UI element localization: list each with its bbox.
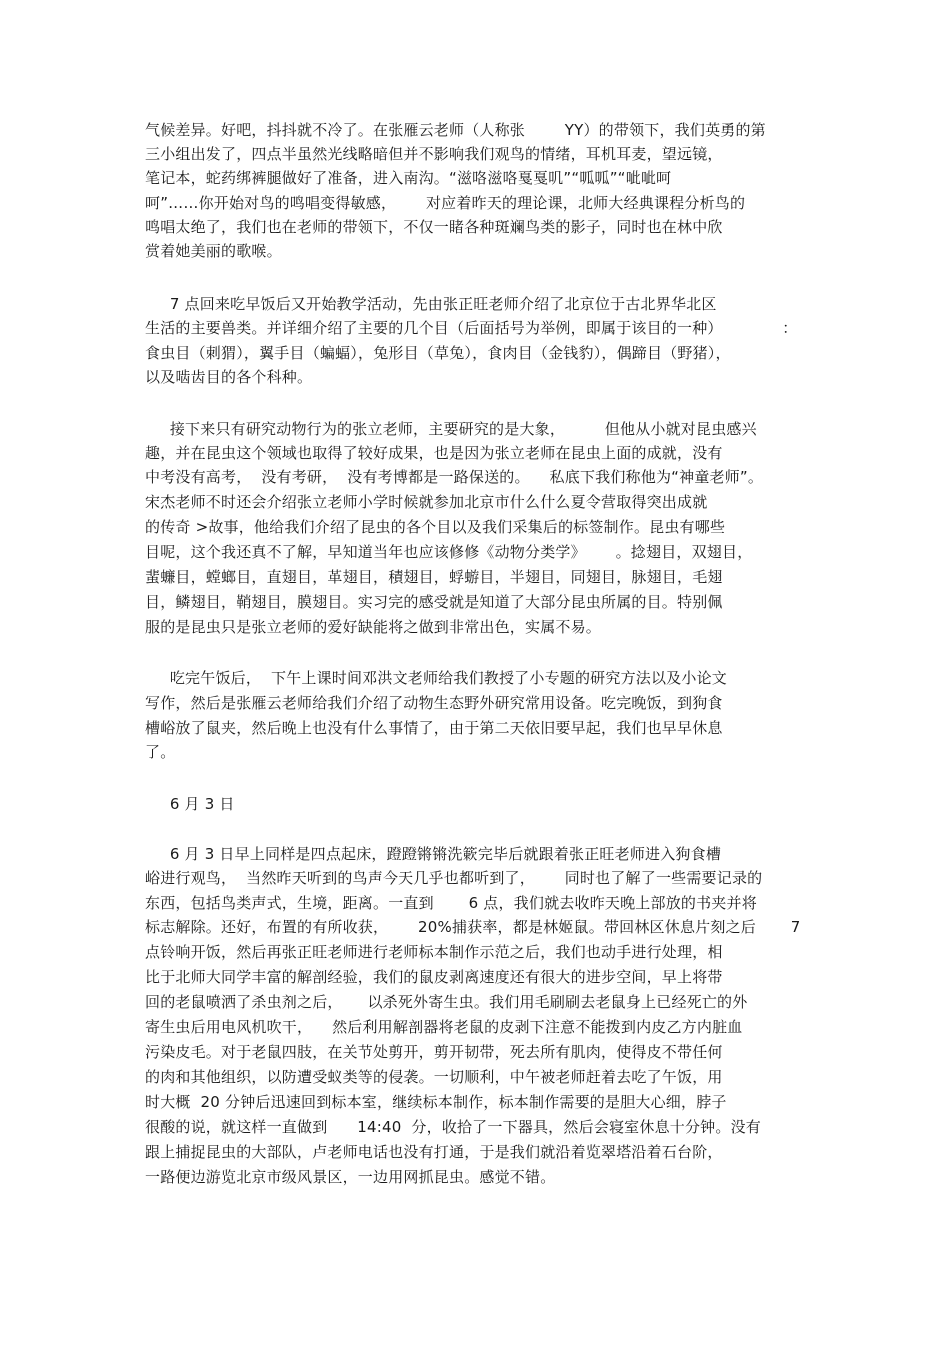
text-line: 了。 [145, 743, 176, 761]
text-line: 东西，包括鸟类声式，生境，距离。一直到 6 点，我们就去收昨天晚上部放的书夹并将 [145, 894, 757, 912]
text-line: 跟上捕捉昆虫的大部队，卢老师电话也没有打通，于是我们就沿着览翠塔沿着石台阶， [145, 1143, 723, 1161]
text-line: 赏着她美丽的歌喉。 [145, 242, 282, 260]
text-line: 的肉和其他组织，以防遭受蚁类等的侵袭。一切顺利，中午被老师赶着去吃了午饭，用 [145, 1068, 723, 1086]
text-line: 以及啮齿目的各个科种。 [145, 368, 313, 386]
text-line: 7 点回来吃早饭后又开始教学活动，先由张正旺老师介绍了北京位于古北界华北区 [145, 295, 717, 313]
text-line: 三小组出发了，四点半虽然光线略暗但并不影响我们观鸟的情绪，耳机耳麦，望远镜， [145, 145, 723, 163]
text-line: 蜚蠊目，螳螂目，直翅目，革翅目，積翅目，蜉蝣目，半翅目，同翅目，脉翅目，毛翅 [145, 568, 723, 586]
text-line: 写作，然后是张雁云老师给我们介绍了动物生态野外研究常用设备。吃完晚饭，到狗食 [145, 694, 723, 712]
text-line: 目，鳞翅目，鞘翅目，膜翅目。实习完的感受就是知道了大部分昆虫所属的目。特别佩 [145, 593, 723, 611]
text-line: 宋杰老师不时还会介绍张立老师小学时候就参加北京市什么什么夏令营取得突出成就 [145, 493, 708, 511]
text-line: 中考没有高考， 没有考研， 没有考博都是一路保送的。 私底下我们称他为“神童老师”。 [145, 468, 764, 486]
text-line: 鸣唱太绝了，我们也在老师的带领下，不仅一睹各种斑斓鸟类的影子，同时也在林中欣 [145, 218, 723, 236]
text-line: 一路便边游览北京市级风景区，一边用网抓昆虫。感觉不错。 [145, 1168, 556, 1186]
text-line: 寄生虫后用电风机吹干， 然后利用解剖器将老鼠的皮剥下注意不能拨到内皮乙方内脏血 [145, 1018, 743, 1036]
text-line: 回的老鼠喷洒了杀虫剂之后， 以杀死外寄生虫。我们用毛刷刷去老鼠身上已经死亡的外 [145, 993, 748, 1011]
text-line: 笔记本，蛇药绑裤腿做好了准备，进入南沟。“滋咯滋咯戛戛叽”“呱呱”“呲呲呵 [145, 169, 672, 187]
text-line: 标志解除。还好，布置的有所收获， 20%捕获率，都是林姬鼠。带回林区休息片刻之后 7 [145, 918, 801, 936]
text-line: 呵”……你开始对鸟的鸣唱变得敏感， 对应着昨天的理论课，北师大经典课程分析鸟的 [145, 194, 746, 212]
date-heading: 6 月 3 日 [145, 795, 235, 813]
text-line: 服的是昆虫只是张立老师的爱好缺能将之做到非常出色，实属不易。 [145, 618, 602, 636]
text-line: 接下来只有研究动物行为的张立老师，主要研究的是大象， 但他从小就对昆虫感兴 [145, 420, 757, 438]
text-line: 槽峪放了鼠夹，然后晚上也没有什么事情了，由于第二天依旧要早起，我们也早早休息 [145, 719, 723, 737]
text-line: 6 月 3 日早上同样是四点起床，蹬蹬锵锵洗簌完毕后就跟着张正旺老师进入狗食槽 [145, 845, 722, 863]
text-line: 点铃响开饭，然后再张正旺老师进行老师标本制作示范之后，我们也动手进行处理，相 [145, 943, 723, 961]
text-line: 的传奇 >故事，他给我们介绍了昆虫的各个目以及我们采集后的标签制作。昆虫有哪些 [145, 518, 726, 536]
text-line: 峪进行观鸟， 当然昨天听到的鸟声今天几乎也都听到了， 同时也了解了一些需要记录的 [145, 869, 763, 887]
text-line: 气候差异。好吧，抖抖就不冷了。在张雁云老师（人称张 YY）的带领下，我们英勇的第 [145, 121, 766, 139]
text-line: 生活的主要兽类。并详细介绍了主要的几个目（后面括号为举例，即属于该目的一种） ： [145, 319, 798, 337]
text-line: 目呢，这个我还真不了解，早知道当年也应该修修《动物分类学》 。捻翅目，双翅目， [145, 543, 753, 561]
text-line: 污染皮毛。对于老鼠四肢，在关节处剪开，剪开韧带，死去所有肌肉，使得皮不带任何 [145, 1043, 723, 1061]
text-line: 食虫目（刺猬），翼手目（蝙蝠），兔形目（草兔），食肉目（金钱豹），偶蹄目（野猪）， [145, 344, 731, 362]
text-line: 趣，并在昆虫这个领域也取得了较好成果，也是因为张立老师在昆虫上面的成就，没有 [145, 444, 723, 462]
text-line: 比于北师大同学丰富的解剖经验，我们的鼠皮剥离速度还有很大的进步空间，早上将带 [145, 968, 723, 986]
text-line: 很酸的说，就这样一直做到 14:40 分，收拾了一下器具，然后会寝室休息十分钟。没有 [145, 1118, 761, 1136]
text-line: 时大概 20 分钟后迅速回到标本室，继续标本制作，标本制作需要的是胆大心细，脖子 [145, 1093, 727, 1111]
text-line: 吃完午饭后， 下午上课时间邓洪文老师给我们教授了小专题的研究方法以及小论文 [145, 669, 727, 687]
